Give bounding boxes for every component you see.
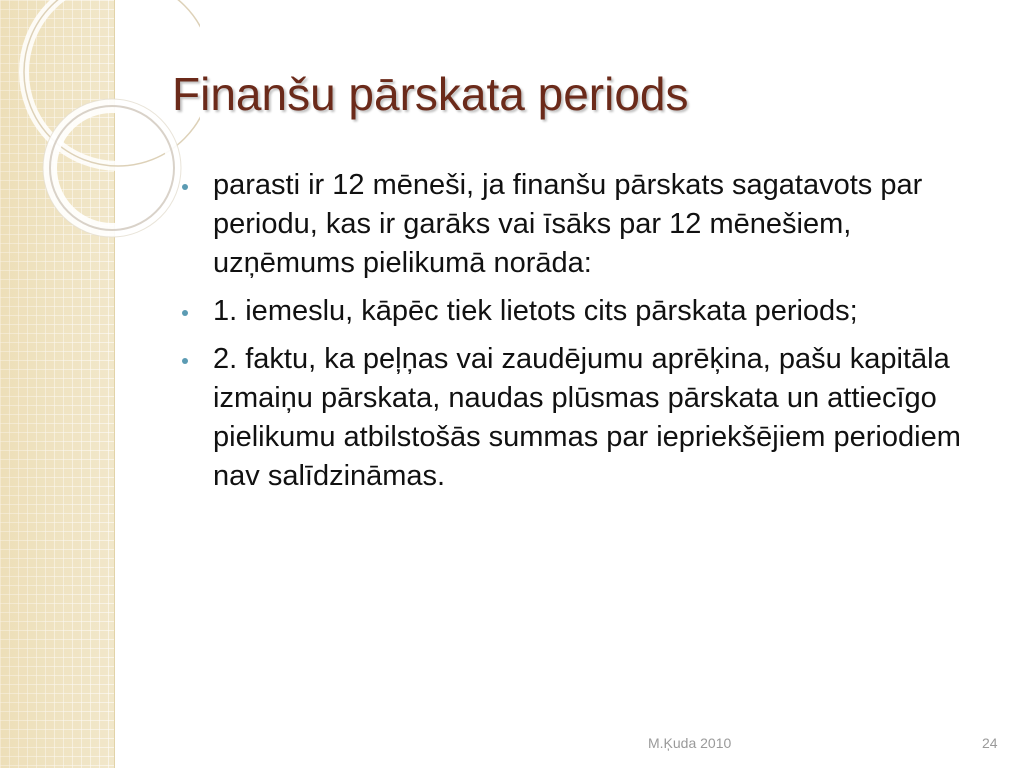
bullet-item [180, 292, 995, 331]
footer-author: M.Ķuda 2010 [648, 735, 732, 751]
bullet-item [180, 166, 995, 283]
page-number: 24 [982, 735, 998, 751]
bullet-text: 2. faktu, ka peļņas vai zaudējumu aprēķina, pašu kapitāla izmaiņu pārskata, naudas plūsmas pārskata un attiecīgo pielikumu atbilstošās summas par iepriekšējiem periodiem nav salīdzināmas. [213, 343, 961, 492]
bullet-dot-icon [182, 358, 188, 364]
bullet-item [180, 340, 995, 496]
bullet-text: 1. iemeslu, kāpēc tiek lietots cits pārskata periods; [213, 295, 858, 327]
bullet-dot-icon [182, 310, 188, 316]
bullet-list [180, 166, 995, 505]
bullet-dot-icon [182, 184, 188, 190]
decorative-rings [0, 0, 200, 260]
slide-title: Finanšu pārskata periods [172, 68, 689, 120]
bullet-text: parasti ir 12 mēneši, ja finanšu pārskats sagatavots par periodu, kas ir garāks vai īsāks par 12 mēnešiem, uzņēmums pielikumā norāda: [213, 169, 923, 279]
